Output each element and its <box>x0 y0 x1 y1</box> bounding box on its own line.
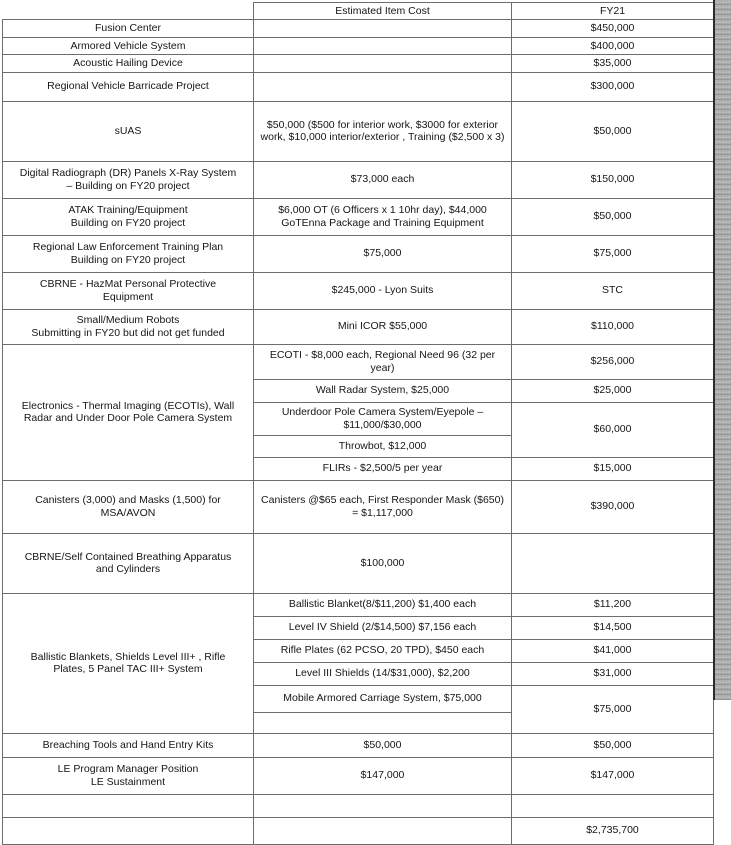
row-item-line2: – Building on FY20 project <box>66 179 190 192</box>
row-item-line2: Equipment <box>102 290 154 303</box>
row-fy21-amount: $31,000 <box>512 662 714 685</box>
row-item-line1: Small/Medium Robots <box>76 314 180 327</box>
row-fy21-amount: $14,500 <box>512 616 714 639</box>
row-fy21-amount: STC <box>512 272 714 309</box>
row-item-line1: Ballistic Blankets, Shields Level III+ , Rifle <box>30 650 226 663</box>
row-estimated-cost: Throwbot, $12,000 <box>254 435 512 457</box>
row-item-line1: ATAK Training/Equipment <box>68 204 188 217</box>
row-estimated-cost: Rifle Plates (62 PCSO, 20 TPD), $450 each <box>254 639 512 662</box>
header-estimated-item-cost: Estimated Item Cost <box>254 3 512 20</box>
row-estimated-cost: FLIRs - $2,500/5 per year <box>254 457 512 480</box>
row-item-line2: Plates, 5 Panel TAC III+ System <box>53 663 203 675</box>
row-item-line1: CBRNE - HazMat Personal Protective <box>39 278 217 291</box>
row-fy21-amount: $150,000 <box>512 161 714 198</box>
row-item-label <box>3 309 254 344</box>
row-item-line2: Building on FY20 project <box>70 253 186 266</box>
row-estimated-cost: Mobile Armored Carriage System, $75,000 <box>254 685 512 712</box>
row-item-label <box>3 480 254 533</box>
row-estimated-cost: Wall Radar System, $25,000 <box>254 379 512 402</box>
row-fy21-amount: $75,000 <box>512 685 714 733</box>
row-item-line2: Radar and Under Door Pole Camera System <box>23 412 233 424</box>
row-item-label <box>3 161 254 198</box>
table-total-row <box>3 817 714 844</box>
table-row <box>3 161 714 198</box>
row-estimated-cost <box>254 712 512 733</box>
row-fy21-amount: $11,200 <box>512 593 714 616</box>
row-fy21-amount: $400,000 <box>512 37 714 54</box>
table-row <box>3 101 714 161</box>
row-fy21-amount: $35,000 <box>512 55 714 72</box>
row-item-label <box>3 794 254 817</box>
row-item-line2: LE Sustainment <box>90 775 166 788</box>
row-item-line1: Canisters (3,000) and Masks (1,500) for <box>35 494 221 507</box>
row-fy21-amount: $256,000 <box>512 344 714 379</box>
table-row <box>3 480 714 533</box>
row-estimated-cost: Underdoor Pole Camera System/Eyepole – $11,000/$30,000 <box>254 402 512 435</box>
table-row <box>3 593 714 616</box>
row-fy21-amount: $110,000 <box>512 309 714 344</box>
row-fy21-amount: $60,000 <box>512 402 714 457</box>
row-item-line1: Regional Law Enforcement Training Plan <box>32 241 224 254</box>
table-row <box>3 272 714 309</box>
row-item-label: Fusion Center <box>3 20 254 37</box>
row-estimated-cost: ECOTI - $8,000 each, Regional Need 96 (32 per year) <box>254 344 512 379</box>
row-item-line1: Digital Radiograph (DR) Panels X-Ray System <box>19 167 237 180</box>
row-estimated-cost: Level III Shields (14/$31,000), $2,200 <box>254 662 512 685</box>
row-item-label: sUAS <box>3 101 254 161</box>
row-item-line2: MSA/AVON <box>100 506 156 519</box>
row-estimated-cost: Ballistic Blanket(8/$11,200) $1,400 each <box>254 593 512 616</box>
row-fy21-amount: $41,000 <box>512 639 714 662</box>
row-estimated-cost: $73,000 each <box>254 161 512 198</box>
row-fy21-amount <box>512 533 714 593</box>
row-estimated-cost: $100,000 <box>254 533 512 593</box>
row-item-label: Acoustic Hailing Device <box>3 55 254 72</box>
row-item-label <box>3 533 254 593</box>
row-item-line2: Submitting in FY20 but did not get funded <box>31 326 225 339</box>
row-estimated-cost: $245,000 - Lyon Suits <box>254 272 512 309</box>
row-item-label <box>3 198 254 235</box>
row-fy21-amount <box>512 794 714 817</box>
header-fy21: FY21 <box>512 3 714 20</box>
row-estimated-cost: $50,000 <box>254 733 512 757</box>
row-estimated-cost: $75,000 <box>254 235 512 272</box>
row-estimated-cost: $6,000 OT (6 Officers x 1 10hr day), $44,000 GoTEnna Package and Training Equipment <box>254 198 512 235</box>
table-row <box>3 55 714 72</box>
table-row <box>3 235 714 272</box>
row-item-label-electronics <box>3 344 254 480</box>
table-row <box>3 344 714 379</box>
row-estimated-cost <box>254 55 512 72</box>
row-estimated-cost: Canisters @$65 each, First Responder Mask ($650) = $1,117,000 <box>254 480 512 533</box>
row-fy21-amount: $50,000 <box>512 101 714 161</box>
table-row <box>3 72 714 101</box>
header-item-cell <box>3 3 254 20</box>
table-header-row <box>3 3 714 20</box>
total-estimated-cost <box>254 817 512 844</box>
row-item-label <box>3 272 254 309</box>
row-item-line1: CBRNE/Self Contained Breathing Apparatus <box>24 550 232 563</box>
row-estimated-cost: $147,000 <box>254 757 512 794</box>
row-item-label: Armored Vehicle System <box>3 37 254 54</box>
row-estimated-cost: $50,000 ($500 for interior work, $3000 for exterior work, $10,000 interior/exterior , Training ($2,500 x 3) <box>254 101 512 161</box>
total-item-label <box>3 817 254 844</box>
total-fy21-amount: $2,735,700 <box>512 817 714 844</box>
row-fy21-amount: $390,000 <box>512 480 714 533</box>
row-fy21-amount: $50,000 <box>512 198 714 235</box>
table-row-spacer <box>3 794 714 817</box>
row-item-line1: Electronics - Thermal Imaging (ECOTIs), Wall <box>21 399 235 412</box>
row-fy21-amount: $147,000 <box>512 757 714 794</box>
row-item-line2: and Cylinders <box>95 563 161 575</box>
table-row <box>3 309 714 344</box>
row-item-label: Regional Vehicle Barricade Project <box>3 72 254 101</box>
row-fy21-amount: $15,000 <box>512 457 714 480</box>
row-item-line2: Building on FY20 project <box>70 216 186 229</box>
row-fy21-amount: $75,000 <box>512 235 714 272</box>
row-estimated-cost: Mini ICOR $55,000 <box>254 309 512 344</box>
table-row <box>3 37 714 54</box>
row-estimated-cost <box>254 20 512 37</box>
row-item-label-ballistic <box>3 593 254 733</box>
row-fy21-amount: $50,000 <box>512 733 714 757</box>
row-fy21-amount: $25,000 <box>512 379 714 402</box>
row-fy21-amount: $450,000 <box>512 20 714 37</box>
table-row <box>3 733 714 757</box>
budget-table <box>2 2 714 845</box>
table-row <box>3 198 714 235</box>
row-estimated-cost: Level IV Shield (2/$14,500) $7,156 each <box>254 616 512 639</box>
row-item-line1: LE Program Manager Position <box>57 763 199 776</box>
row-estimated-cost <box>254 72 512 101</box>
row-item-label: Breaching Tools and Hand Entry Kits <box>3 733 254 757</box>
table-row <box>3 533 714 593</box>
row-estimated-cost <box>254 37 512 54</box>
row-fy21-amount: $300,000 <box>512 72 714 101</box>
table-row <box>3 20 714 37</box>
row-item-label <box>3 235 254 272</box>
row-estimated-cost <box>254 794 512 817</box>
scan-noise-strip <box>715 0 731 700</box>
